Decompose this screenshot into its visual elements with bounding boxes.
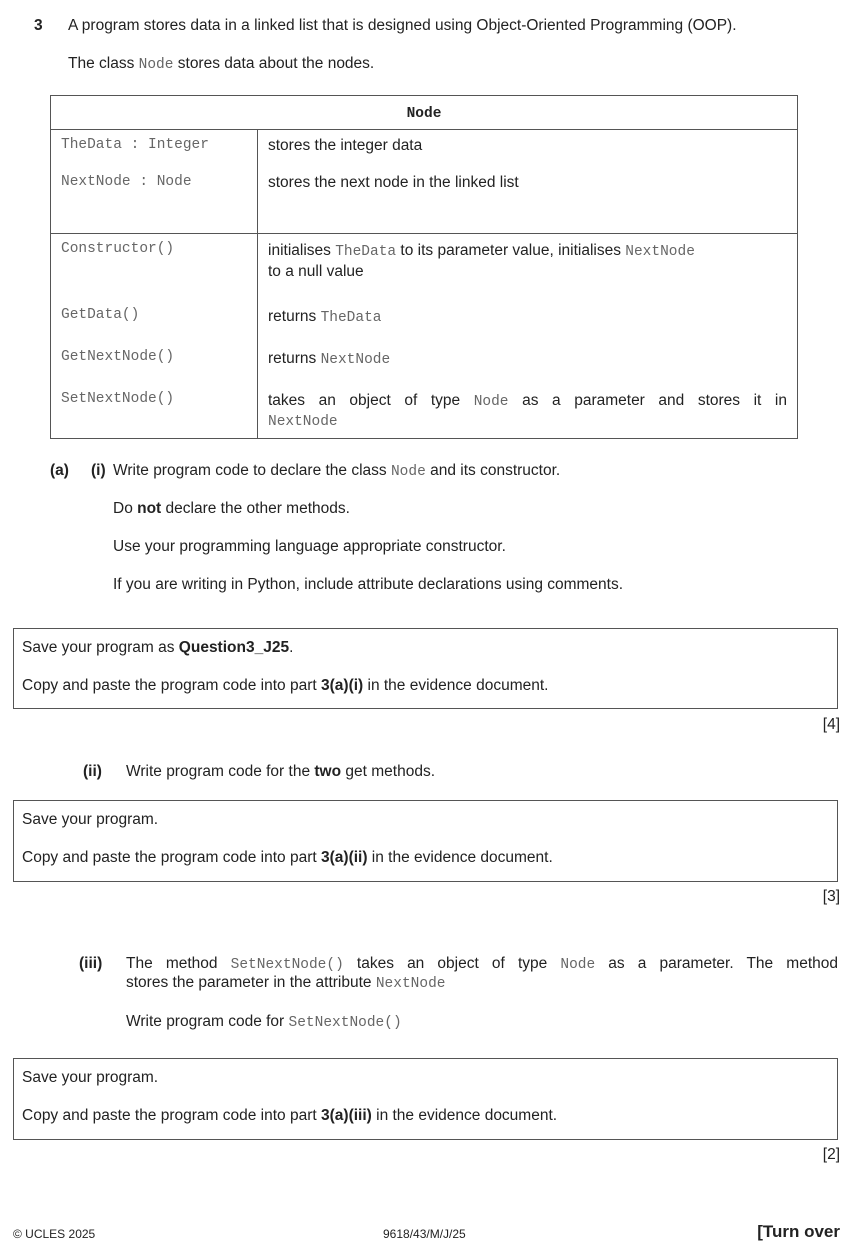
method-setnextnode: SetNextNode() <box>61 391 175 407</box>
question-number: 3 <box>34 17 43 34</box>
attribute-desc: stores the next node in the linked list <box>268 174 519 191</box>
attribute-desc: stores the integer data <box>268 137 423 154</box>
part-iii-text: The method SetNextNode() takes an object of type Node as a parameter. The method <box>126 955 838 973</box>
getdata-desc: returns TheData <box>268 308 382 326</box>
constructor-instruction: Use your programming language appropriate constructor. <box>113 538 506 555</box>
marks-3: [3] <box>822 888 840 905</box>
box-line: Copy and paste the program code into part 3(a)(i) in the evidence document. <box>22 677 549 694</box>
node-class-table <box>50 95 798 439</box>
getnextnode-desc: returns NextNode <box>268 350 391 368</box>
footer-paper-code: 9618/43/M/J/25 <box>383 1227 466 1241</box>
part-ii-text: Write program code for the two get methods. <box>126 763 435 780</box>
part-ii-label: (ii) <box>83 763 102 780</box>
footer-copyright: © UCLES 2025 <box>13 1227 96 1241</box>
box-line: Save your program as Question3_J25. <box>22 639 294 656</box>
methods-cell <box>51 234 258 439</box>
part-i-label: (i) <box>91 462 106 479</box>
method-getnextnode: GetNextNode() <box>61 349 175 365</box>
part-a-label: (a) <box>50 462 69 479</box>
box-line: Save your program. <box>22 811 159 828</box>
do-not-text: Do not declare the other methods. <box>113 500 350 517</box>
attribute-thedata: TheData : Integer <box>61 137 209 153</box>
attribute-nextnode: NextNode : Node <box>61 174 192 190</box>
part-iii-text-2: stores the parameter in the attribute NextNode <box>126 974 446 992</box>
box-line: Save your program. <box>22 1069 159 1086</box>
setnextnode-desc-2: NextNode <box>268 414 338 430</box>
attributes-desc-cell <box>258 130 798 234</box>
question-line2: The class Node stores data about the nodes. <box>68 55 375 73</box>
constructor-desc: initialises TheData to its parameter value, initialises NextNode to a null value <box>268 242 695 280</box>
footer-turn-over: [Turn over <box>757 1222 840 1241</box>
table-title: Node <box>51 96 798 130</box>
setnextnode-desc: takes an object of type Node as a parameter and stores it in <box>268 392 787 410</box>
box-line: Copy and paste the program code into part 3(a)(iii) in the evidence document. <box>22 1107 558 1124</box>
marks-4: [4] <box>822 716 840 733</box>
instruction-box-3 <box>13 1058 838 1140</box>
part-iii-write: Write program code for SetNextNode() <box>126 1013 402 1031</box>
method-constructor: Constructor() <box>61 241 175 257</box>
instruction-box-1 <box>13 628 838 709</box>
attributes-cell <box>51 130 258 234</box>
instruction-box-2 <box>13 800 838 882</box>
part-iii-label: (iii) <box>79 955 103 972</box>
box-line: Copy and paste the program code into part 3(a)(ii) in the evidence document. <box>22 849 553 866</box>
question-intro: A program stores data in a linked list that is designed using Object-Oriented Programming (OOP). <box>68 17 737 34</box>
methods-desc-cell <box>258 234 798 439</box>
method-getdata: GetData() <box>61 307 140 323</box>
marks-2: [2] <box>822 1146 840 1163</box>
part-i-text: Write program code to declare the class Node and its constructor. <box>113 462 561 480</box>
python-instruction: If you are writing in Python, include attribute declarations using comments. <box>113 576 624 593</box>
